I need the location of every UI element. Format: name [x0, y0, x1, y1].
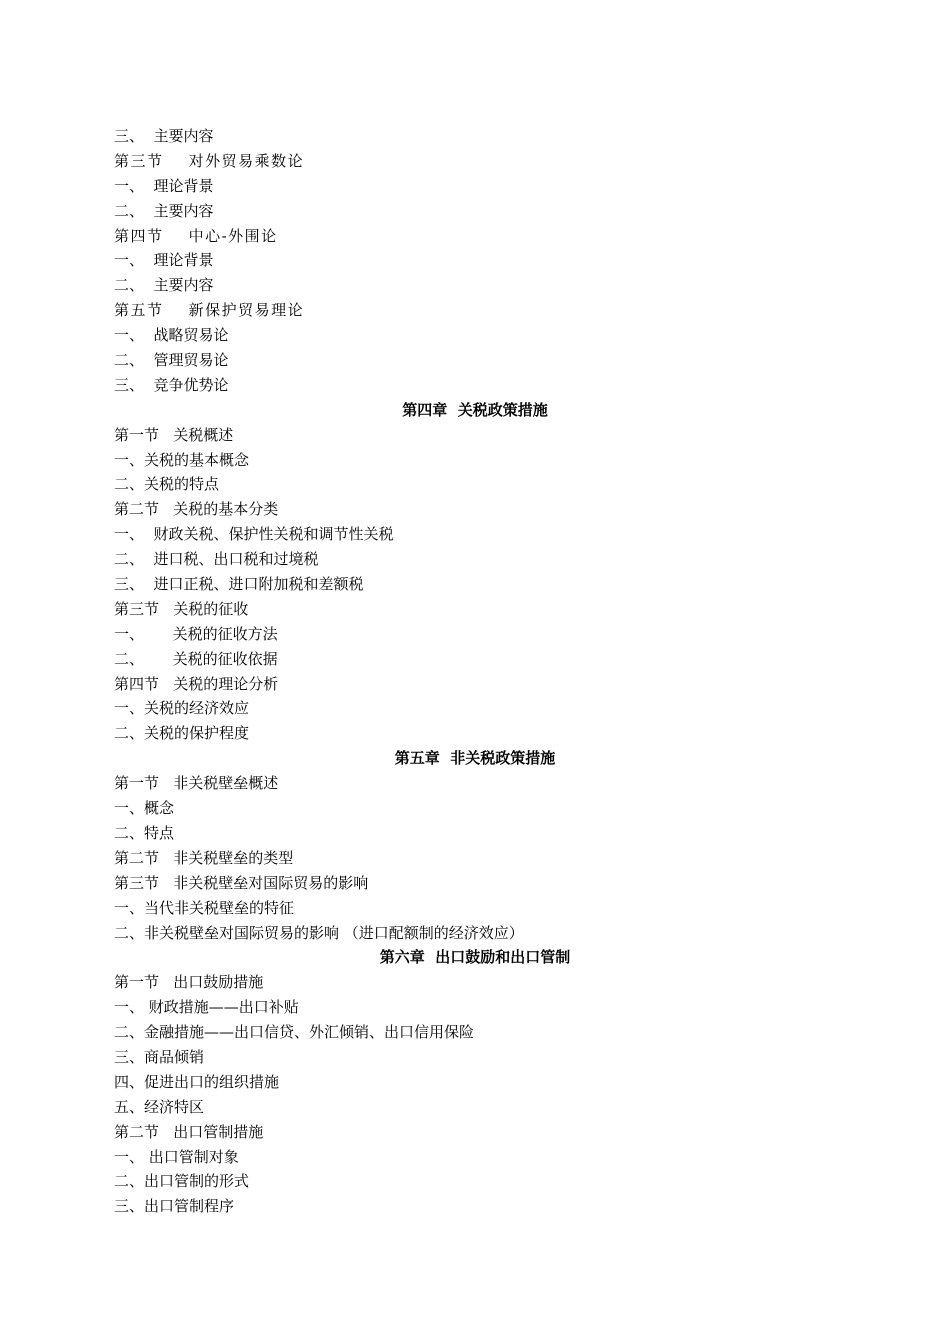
outline-item: 第一节 关税概述 — [114, 425, 234, 444]
outline-item: 一、关税的经济效应 — [114, 699, 250, 718]
outline-item: 第二节 关税的基本分类 — [114, 500, 279, 519]
document-page — [114, 124, 836, 1219]
outline-item: 第四节 关税的理论分析 — [114, 674, 279, 693]
outline-item: 二、关税的保护程度 — [114, 724, 250, 743]
outline-item: 二、特点 — [114, 823, 175, 842]
outline-item: 第三节 非关税壁垒对国际贸易的影响 — [114, 873, 369, 892]
outline-item: 第二节 非关税壁垒的类型 — [114, 848, 294, 867]
outline-item: 二、 主要内容 — [114, 276, 214, 295]
outline-item: 一、 关税的征收方法 — [114, 624, 278, 643]
chapter-heading: 第四章 关税政策措施 — [402, 400, 548, 419]
chapter-heading: 第六章 出口鼓励和出口管制 — [379, 948, 571, 967]
outline-item: 第二节 出口管制措施 — [114, 1122, 264, 1141]
outline-item: 二、金融措施——出口信贷、外汇倾销、出口信用保险 — [114, 1023, 475, 1042]
outline-item: 二、 管理贸易论 — [114, 351, 229, 370]
outline-item: 一、 财政措施——出口补贴 — [114, 998, 299, 1017]
outline-item: 二、出口管制的形式 — [114, 1172, 250, 1191]
outline-item: 一、概念 — [114, 799, 175, 818]
outline-item: 三、出口管制程序 — [114, 1197, 235, 1216]
section-heading: 第四节 中心-外围论 — [114, 226, 278, 245]
outline-item: 二、非关税壁垒对国际贸易的影响 （进口配额制的经济效应） — [114, 923, 524, 942]
outline-item: 第一节 出口鼓励措施 — [114, 973, 264, 992]
outline-item: 三、 主要内容 — [114, 127, 214, 145]
outline-item: 二、关税的特点 — [114, 475, 220, 494]
chapter-heading: 第五章 非关税政策措施 — [394, 749, 556, 768]
section-heading: 第五节 新保护贸易理论 — [114, 301, 305, 320]
outline-item: 二、 主要内容 — [114, 201, 214, 220]
outline-item: 一、 财政关税、保护性关税和调节性关税 — [114, 525, 394, 544]
outline-item: 四、促进出口的组织措施 — [114, 1072, 280, 1091]
outline-item: 三、 竞争优势论 — [114, 375, 229, 394]
outline-item: 一、关税的基本概念 — [114, 450, 250, 469]
outline-item: 第一节 非关税壁垒概述 — [114, 774, 279, 793]
outline-item: 一、 出口管制对象 — [114, 1147, 239, 1166]
outline-item: 一、 理论背景 — [114, 251, 214, 270]
outline-item: 第三节 关税的征收 — [114, 599, 249, 618]
outline-item: 二、 进口税、出口税和过境税 — [114, 550, 319, 569]
section-heading: 第三节 对外贸易乘数论 — [114, 151, 305, 170]
outline-item: 三、 进口正税、进口附加税和差额税 — [114, 575, 364, 594]
outline-item: 一、 战略贸易论 — [114, 326, 229, 345]
outline-item: 一、 理论背景 — [114, 176, 214, 195]
outline-item: 三、商品倾销 — [114, 1047, 205, 1066]
outline-item: 二、 关税的征收依据 — [114, 649, 278, 668]
outline-item: 五、经济特区 — [114, 1097, 205, 1116]
outline-item: 一、当代非关税壁垒的特征 — [114, 898, 295, 917]
